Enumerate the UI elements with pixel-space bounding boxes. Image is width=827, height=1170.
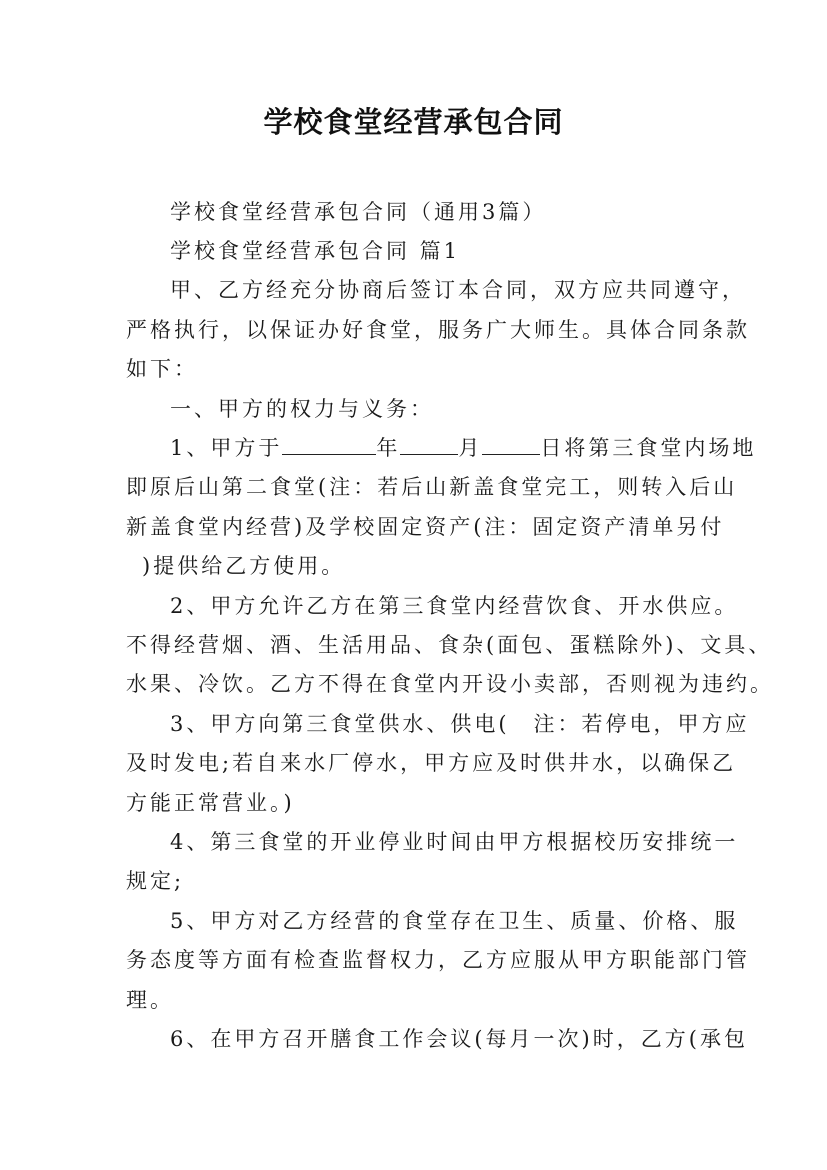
intro-line: 严格执行，以保证办好食堂，服务广大师生。具体合同条款 (126, 318, 750, 342)
clause-1-year: 年 (376, 436, 401, 460)
part-one-heading: 一、甲方的权力与义务： (170, 397, 434, 421)
clause-3-line: 及时发电;若自来水厂停水，甲方应及时供井水，以确保乙 (126, 751, 737, 775)
clause-1-prefix: 1、甲方于 (170, 436, 283, 460)
clause-1-month: 月 (458, 436, 483, 460)
clause-2-line: 水果、冷饮。乙方不得在食堂内开设小卖部，否则视为违约。 (126, 672, 774, 696)
clause-4-line: 规定; (126, 869, 185, 893)
document-title: 学校食堂经营承包合同 (263, 105, 564, 139)
clause-2-line: 2、甲方允许乙方在第三食堂内经营饮食、开水供应。 (170, 594, 739, 618)
clause-3-line: 方能正常营业。) (126, 791, 295, 815)
clause-1-line: )提供给乙方使用。 (142, 554, 346, 578)
clause-5-line: 5、甲方对乙方经营的食堂存在卫生、质量、价格、服 (170, 909, 739, 933)
clause-5-line: 务态度等方面有检查监督权力，乙方应服从甲方职能部门管 (126, 948, 750, 972)
clause-1-line: 即原后山第二食堂(注：若后山新盖食堂完工，则转入后山 (126, 475, 738, 499)
section-heading: 学校食堂经营承包合同 篇1 (170, 239, 461, 263)
clause-6-line: 6、在甲方召开膳食工作会议(每月一次)时，乙方(承包 (170, 1027, 748, 1051)
document-subtitle: 学校食堂经营承包合同（通用3篇） (170, 200, 547, 224)
clause-1-line: 新盖食堂内经营)及学校固定资产(注：固定资产清单另付 (126, 515, 725, 539)
month-blank (400, 434, 458, 455)
clause-1-first-line (170, 434, 756, 462)
year-blank (282, 434, 376, 455)
clause-2-line: 不得经营烟、酒、生活用品、食杂(面包、蛋糕除外)、文具、 (126, 633, 773, 657)
clause-4-line: 4、第三食堂的开业停业时间由甲方根据校历安排统一 (170, 830, 739, 854)
intro-line: 甲、乙方经充分协商后签订本合同，双方应共同遵守， (170, 278, 746, 302)
clause-3-line: 3、甲方向第三食堂供水、供电( 注：若停电，甲方应 (170, 712, 750, 736)
day-blank (482, 434, 540, 455)
clause-5-line: 理。 (126, 988, 174, 1012)
clause-1-rest: 日将第三食堂内场地 (540, 436, 757, 460)
intro-line: 如下： (126, 357, 198, 381)
